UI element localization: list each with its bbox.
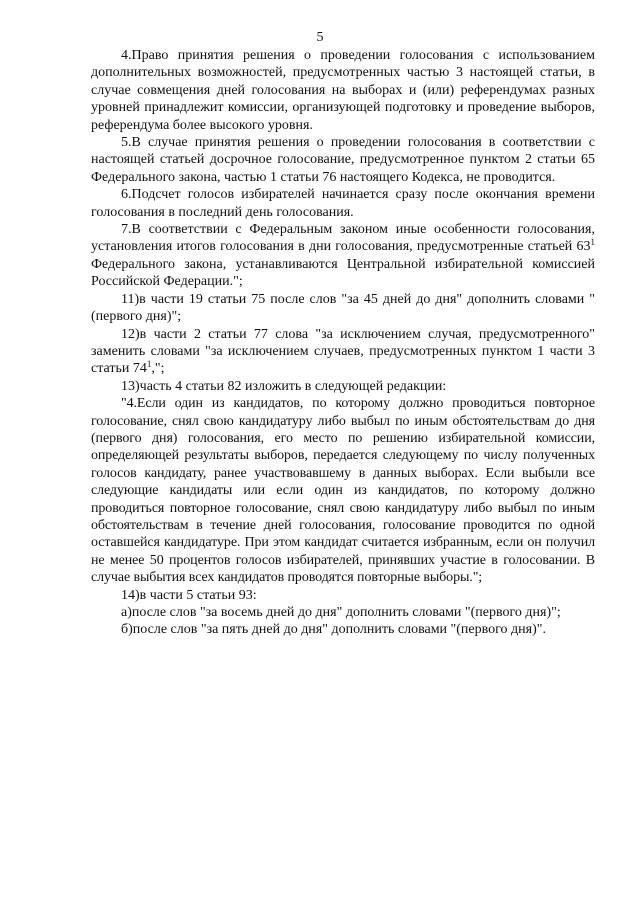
amendment-14: 14)в части 5 статьи 93: — [121, 587, 257, 603]
superscript: 1 — [146, 359, 152, 370]
amendment-11: 11)в части 19 статьи 75 после слов "за 45 дней до дня" дополнить словами "(первого дня)"; — [91, 291, 595, 325]
paragraph-item-4: 4.Право принятия решения о проведении голосования с использованием дополнительных возможностей, предусмотренных частью 3 настоящей статьи, в случае совмещения дней голосования на выборах и (или) референдумах разных уровней принадлежит комиссии, организующей подготовку и проведение выборов, референдума более высокого уровня. — [91, 48, 595, 133]
amendment-12 — [91, 326, 595, 378]
paragraph-text: 7.В соответствии с Федеральным законом иные особенности голосования, установления итогов голосования в дни голосования, предусмотренные статьей 63 — [91, 222, 595, 255]
paragraph-text: ,"; — [151, 361, 165, 377]
paragraph-text: Федерального закона, устанавливаются Центральной избирательной комиссией Российской Федерации."; — [91, 256, 595, 290]
page-number: 5 — [316, 30, 324, 45]
quoted-new-wording: "4.Если один из кандидатов, по которому должно проводиться повторное голосование, снял свою кандидатуру либо выбыл по иным обстоятельствам до дня (первого дня) голосования, его место по решению избирательной комиссии, определяющей результаты выборов, передается следующему по числу полученных голосов кандидату, ранее участвовавшему в данных выборах. Если выбыли все следующие кандидаты или если один из кандидатов, по которому должно проводиться повторное голосование, снял свою кандидатуру либо выбыл по иным обстоятельствам в течение дней голосования, голосование проводится по одной оставшейся кандидатуре. При этом кандидат считается избранным, если он получил не менее 50 процентов голосов избирателей, принявших участие в голосовании. В случае выбытия всех кандидатов проводятся повторные выборы."; — [91, 396, 595, 586]
paragraph-item-7 — [91, 221, 595, 291]
amendment-14-a: а)после слов "за восемь дней до дня" дополнить словами "(первого дня)"; — [121, 605, 561, 620]
document-body — [91, 47, 595, 639]
superscript: 1 — [590, 237, 595, 248]
paragraph-text: 12)в части 2 статьи 77 слова "за исключением случая, предусмотренного" заменить словами "за исключением случаев, предусмотренных пунктом 1 части 3 статьи 74 — [91, 326, 595, 377]
paragraph-item-6: 6.Подсчет голосов избирателей начинается сразу после окончания времени голосования в последний день голосования. — [91, 187, 595, 220]
paragraph-item-5: 5.В случае принятия решения о проведении голосования в соответствии с настоящей статьей досрочное голосование, предусмотренное пунктом 2 статьи 65 Федерального закона, частью 1 статьи 76 настоящего Кодекса, не проводится. — [91, 135, 595, 185]
amendment-14-b: б)после слов "за пять дней до дня" дополнить словами "(первого дня)". — [121, 622, 546, 638]
amendment-13: 13)часть 4 статьи 82 изложить в следующей редакции: — [121, 378, 447, 394]
